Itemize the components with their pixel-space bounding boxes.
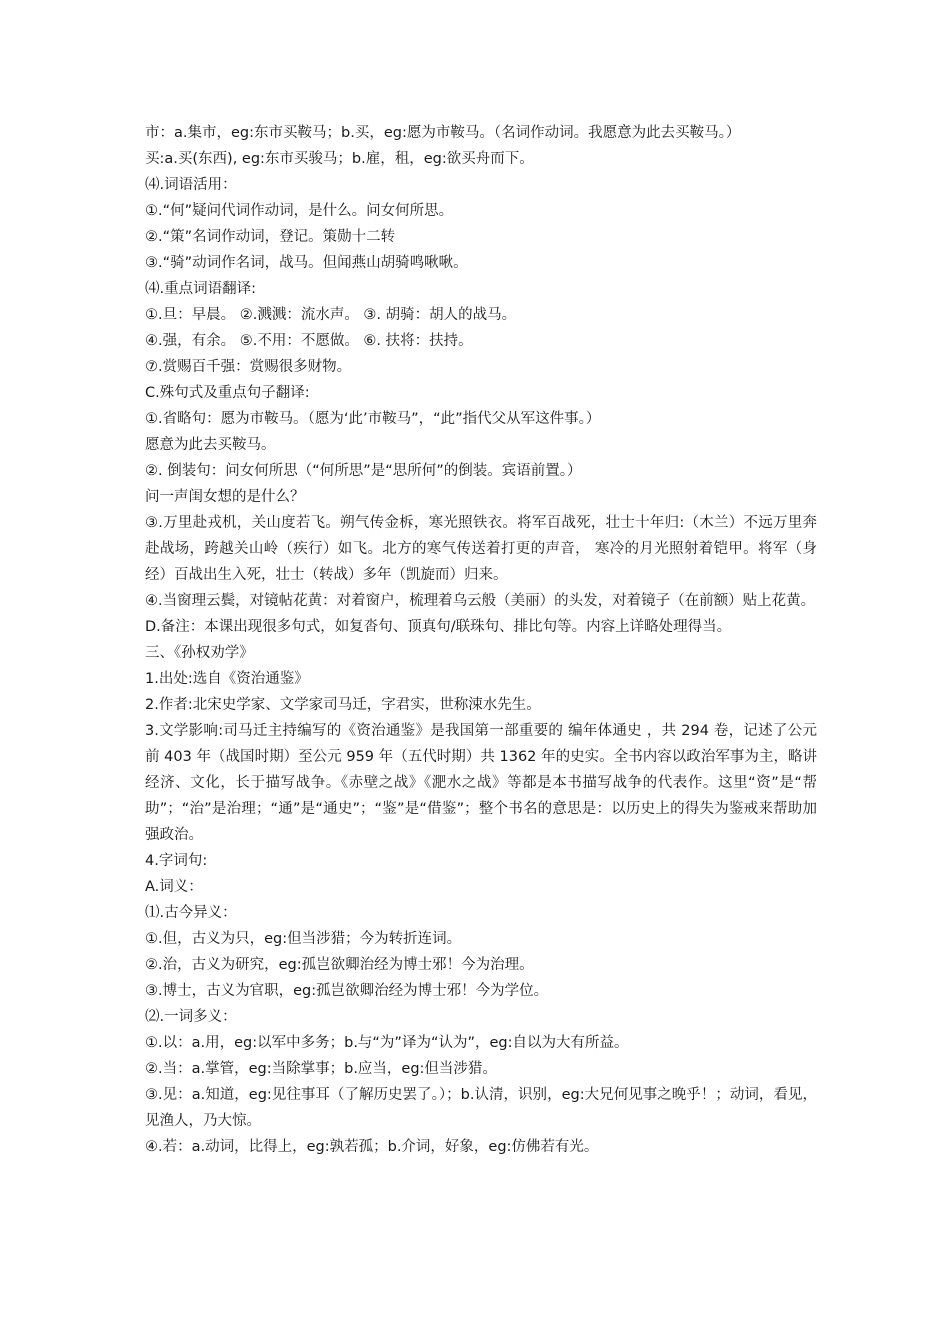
text-line: ⑦.赏赐百千强：赏赐很多财物。: [145, 359, 352, 375]
text-line: ①.旦：早晨。 ②.溅溅：流水声。 ③. 胡骑：胡人的战马。: [145, 307, 517, 323]
section-heading: C.殊句式及重点句子翻译:: [145, 385, 310, 401]
text-paragraph: ④.当窗理云鬓，对镜帖花黄：对着窗户，梳理着乌云般（美丽）的头发，对着镜子（在前额）贴上花黄。: [145, 593, 816, 609]
text-line: ②.“策”名词作动词，登记。策勋十二转: [145, 229, 396, 245]
text-paragraph: 3.文学影响:司马迁主持编写的《资治通鉴》是我国第一部重要的 编年体通史 ，共 294 卷，记述了公元前 403 年（战国时期）至公元 959 年（五代时期）共 1362 年的史实。全书内容以政治军事为主，略讲经济、文化，长于描写战争。《赤壁之战》《淝水之战》等都是本书描写战争的代表作。这里“资”是“帮助”；“治”是治理；“通”是“通史”；“鉴”是“借鉴”；整个书名的意思是：以历史上的得失为鉴戒来帮助加强政治。: [145, 723, 817, 843]
text-line: ①.但，古义为只，eg:但当涉猎；今为转折连词。: [145, 931, 462, 947]
text-line: ②.治，古义为研究，eg:孤岂欲卿治经为博士邪！今为治理。: [145, 957, 534, 973]
section-heading: A.词义：: [145, 879, 203, 895]
text-line: 买:a.买(东西), eg:东市买骏马；b.雇，租，eg:欲买舟而下。: [145, 151, 534, 167]
text-line: 愿意为此去买鞍马。: [145, 437, 276, 453]
text-line: 市：a.集市，eg:东市买鞍马；b.买，eg:愿为市鞍马。（名词作动词。我愿意为此去买鞍马。）: [145, 125, 741, 141]
section-heading: ⑷.重点词语翻译:: [145, 281, 256, 297]
text-line: ④.若：a.动词，比得上，eg:孰若孤；b.介词，好象，eg:仿佛若有光。: [145, 1139, 599, 1155]
text-line: 2.作者:北宋史学家、文学家司马迁，字君实，世称涑水先生。: [145, 697, 541, 713]
text-line: ③.“骑”动词作名词，战马。但闻燕山胡骑鸣啾啾。: [145, 255, 468, 271]
text-line: ①.以：a.用，eg:以军中多务；b.与“为”译为“认为”，eg:自以为大有所益。: [145, 1035, 629, 1051]
document-page: [145, 120, 817, 1160]
text-line: ③.博士，古义为官职，eg:孤岂欲卿治经为博士邪！今为学位。: [145, 983, 549, 999]
text-line: 1.出处:选自《资治通鉴》: [145, 671, 309, 687]
text-line: ②. 倒装句：问女何所思（“何所思”是“思所何”的倒装。宾语前置。）: [145, 463, 582, 479]
section-heading: ⑴.古今异义：: [145, 905, 237, 921]
section-heading: 4.字词句:: [145, 853, 208, 869]
text-line: 问一声闺女想的是什么？: [145, 489, 305, 505]
section-heading: ⑵.一词多义：: [145, 1009, 237, 1025]
text-paragraph: ③.见：a.知道，eg:见往事耳（了解历史罢了。）；b.认清，识别，eg:大兄何见事之晚乎！；动词，看见，见渔人，乃大惊。: [145, 1087, 817, 1129]
text-line: ①.“何”疑问代词作动词，是什么。问女何所思。: [145, 203, 454, 219]
text-line: ④.强，有余。 ⑤.不用：不愿做。 ⑥. 扶将：扶持。: [145, 333, 473, 349]
text-line: ①.省略句：愿为市鞍马。（愿为‘此’市鞍马”，“此”指代父从军这件事。）: [145, 411, 601, 427]
text-line: ②.当：a.掌管，eg:当除掌事；b.应当，eg:但当涉猎。: [145, 1061, 497, 1077]
section-heading: 三、《孙权劝学》: [145, 645, 254, 661]
text-line: D.备注：本课出现很多句式，如复沓句、顶真句/联珠句、排比句等。内容上详略处理得当。: [145, 619, 732, 635]
text-paragraph: ③.万里赴戎机，关山度若飞。朔气传金柝，寒光照铁衣。将军百战死，壮士十年归:（木兰）不远万里奔赴战场，跨越关山岭（疾行）如飞。北方的寒气传送着打更的声音， 寒冷的月光照射着铠甲。将军（身经）百战出生入死，壮士（转战）多年（凯旋而）归来。: [145, 515, 817, 583]
section-heading: ⑷.词语活用：: [145, 177, 237, 193]
